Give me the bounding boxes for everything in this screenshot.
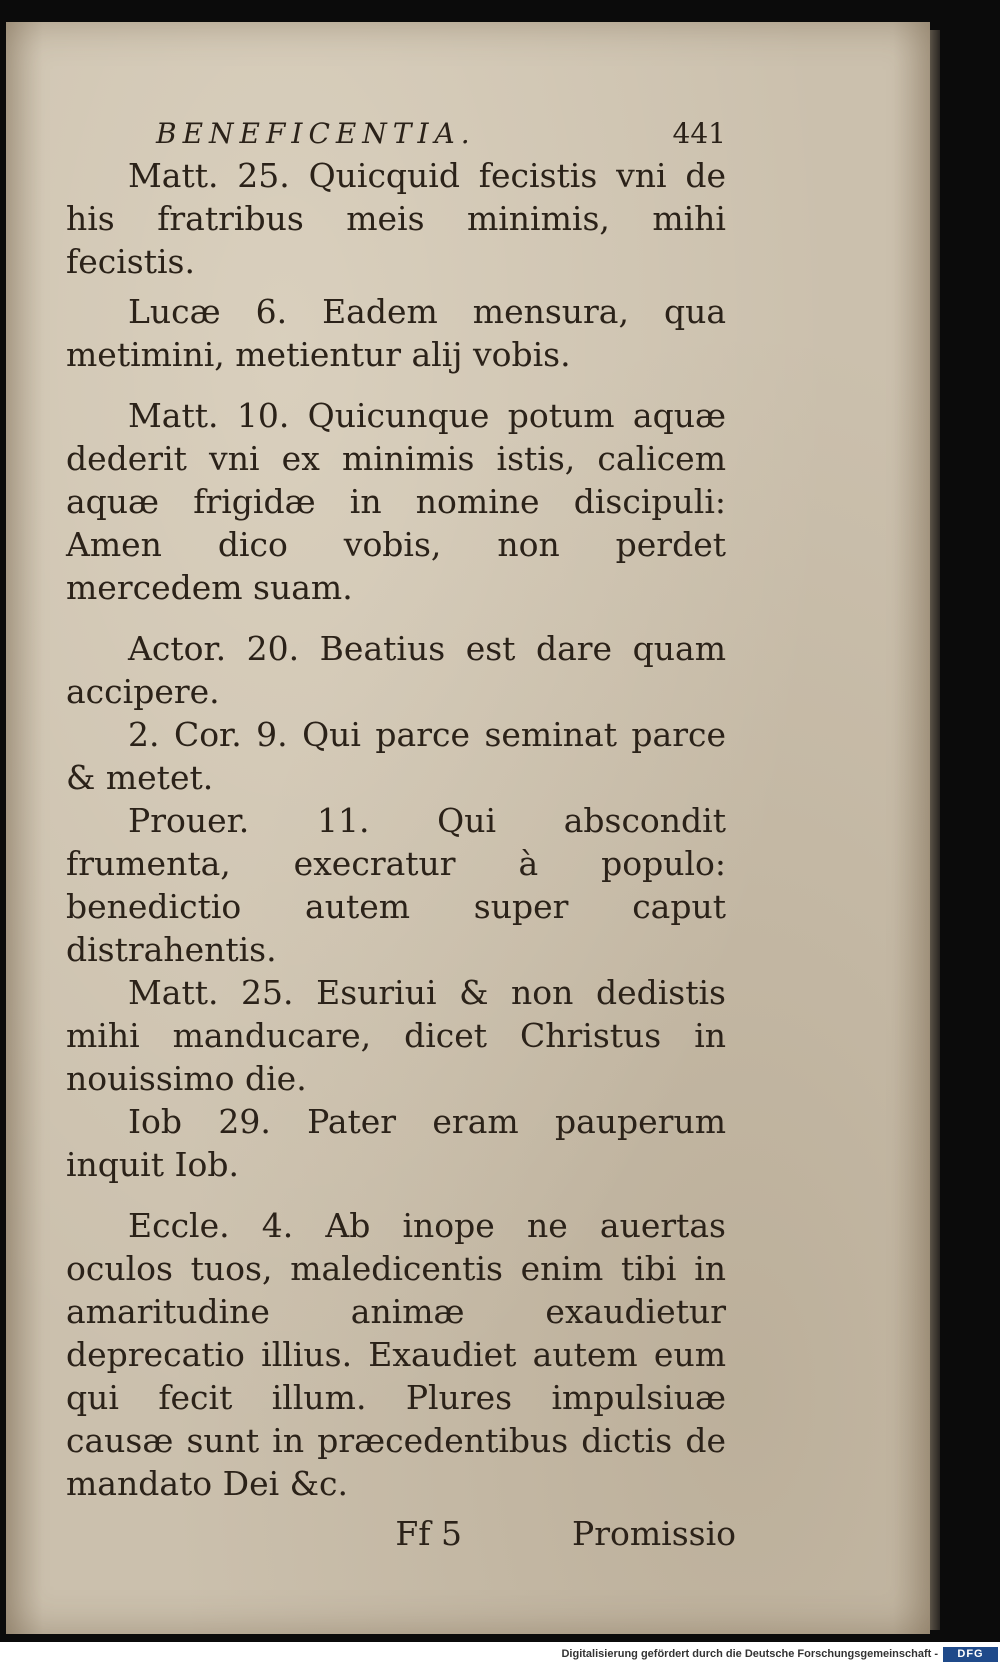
- page-text-block: [66, 114, 736, 1556]
- paragraph: Prouer. 11. Qui abscondit frumenta, execratur à populo: benedictio autem super caput distrahentis.: [66, 801, 726, 969]
- signature-mark: Ff 5: [395, 1514, 462, 1553]
- digitization-credit: Digitalisierung gefördert durch die Deutsche Forschungsgemeinschaft -: [561, 1648, 938, 1660]
- paragraph: Eccle. 4. Ab inope ne auertas oculos tuos, maledicentis enim tibi in amaritudine animæ exaudietur deprecatio illius. Exaudiet autem eum qui fecit illum. Plures impulsiuæ causæ sunt in præcedentibus dictis de mandato Dei &c.: [66, 1206, 726, 1503]
- book-edge: [930, 30, 940, 1630]
- paragraph: Lucæ 6. Eadem mensura, qua metimini, metientur alij vobis.: [66, 292, 726, 374]
- running-head: BENEFICENTIA.: [156, 117, 476, 150]
- paragraph: Actor. 20. Beatius est dare quam accipere.: [66, 629, 726, 711]
- dfg-logo[interactable]: DFG: [943, 1647, 998, 1662]
- paragraph: Matt. 25. Quicquid fecistis vni de his fratribus meis minimis, mihi fecistis.: [66, 156, 726, 281]
- page-number: 441: [672, 117, 726, 150]
- catchword: Promissio: [572, 1514, 736, 1553]
- paragraph: Iob 29. Pater eram pauperum inquit Iob.: [66, 1102, 726, 1184]
- paragraph: Matt. 25. Esuriui & non dedistis mihi manducare, dicet Christus in nouissimo die.: [66, 973, 726, 1098]
- paragraph: Matt. 10. Quicunque potum aquæ dederit vni ex minimis istis, calicem aquæ frigidæ in nomine discipuli: Amen dico vobis, non perdet mercedem suam.: [66, 396, 726, 607]
- book-page: [6, 22, 930, 1634]
- page-header: [156, 114, 726, 154]
- page-footer: [66, 1511, 736, 1556]
- paragraph: 2. Cor. 9. Qui parce seminat parce & metet.: [66, 715, 726, 797]
